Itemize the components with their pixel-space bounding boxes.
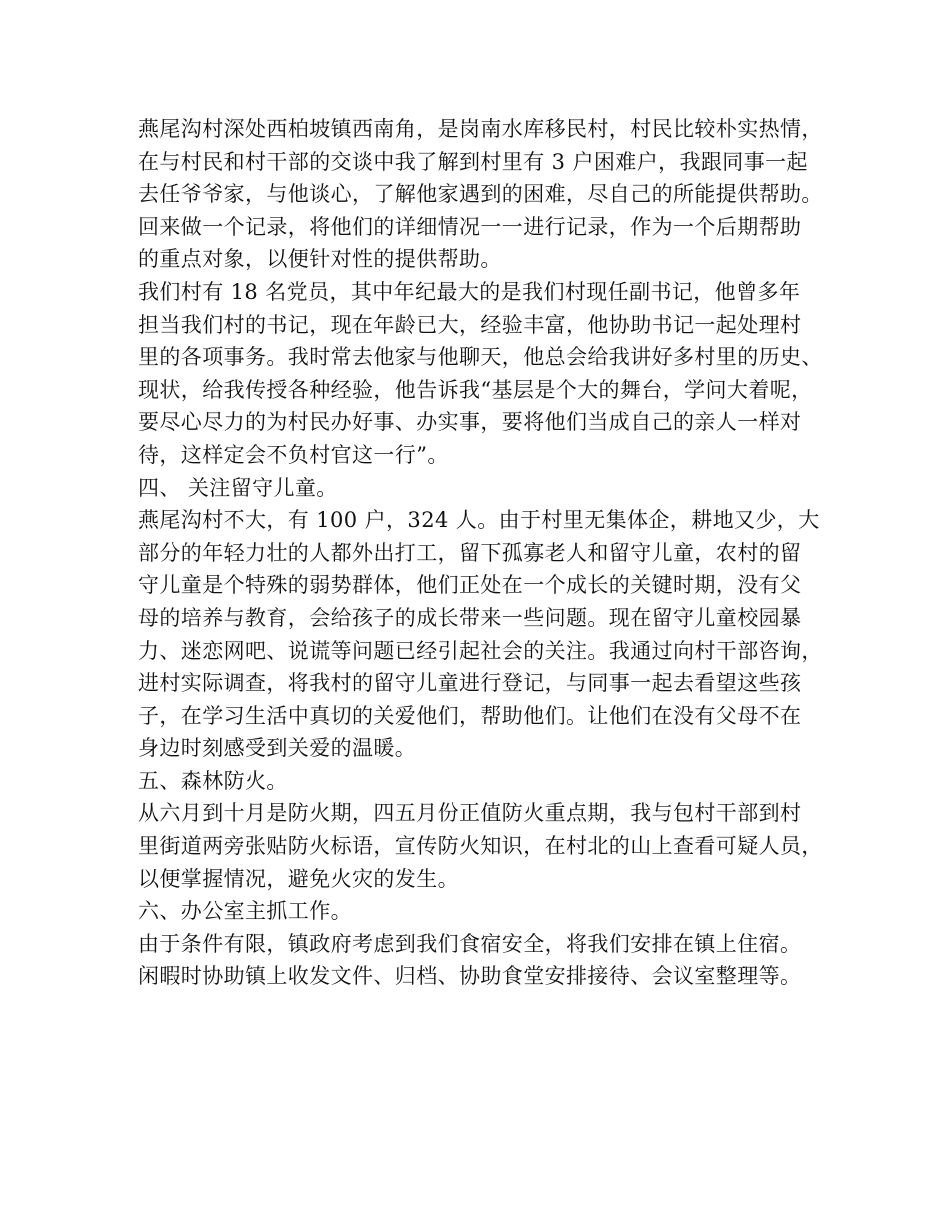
text-line: 里的各项事务。我时常去他家与他聊天，他总会给我讲好多村里的历史、 <box>138 345 823 370</box>
text-line: 的重点对象，以便针对性的提供帮助。 <box>138 247 502 272</box>
text-line: 守儿童是个特殊的弱势群体，他们正处在一个成长的关键时期，没有父 <box>138 573 802 598</box>
text-line: 以便掌握情况，避免火灾的发生。 <box>138 866 459 891</box>
text-line: 里街道两旁张贴防火标语，宣传防火知识，在村北的山上查看可疑人员， <box>138 834 823 859</box>
text-line: 进村实际调查，将我村的留守儿童进行登记，与同事一起去看望这些孩 <box>138 671 802 696</box>
text-line: 从六月到十月是防火期，四五月份正值防火重点期，我与包村干部到村 <box>138 801 802 826</box>
text-line: 燕尾沟村深处西柏坡镇西南角，是岗南水库移民村，村民比较朴实热情， <box>138 117 823 141</box>
section-heading: 五、森林防火。 <box>138 768 288 793</box>
text-line: 力、迷恋网吧、说谎等问题已经引起社会的关注。我通过向村干部咨询， <box>138 638 823 663</box>
text-line: 燕尾沟村不大，有 100 户，324 人。由于村里无集体企，耕地又少，大 <box>138 508 820 533</box>
text-line: 身边时刻感受到关爱的温暖。 <box>138 736 417 761</box>
text-line: 母的培养与教育，会给孩子的成长带来一些问题。现在留守儿童校园暴 <box>138 605 802 630</box>
section-heading: 四、 关注留守儿童。 <box>138 475 338 500</box>
document-body <box>138 113 828 993</box>
text-line: 担当我们村的书记，现在年龄已大，经验丰富，他协助书记一起处理村 <box>138 312 802 337</box>
text-line: 闲暇时协助镇上收发文件、归档、协助食堂安排接待、会议室整理等。 <box>138 964 802 989</box>
text-line: 我们村有 18 名党员，其中年纪最大的是我们村现任副书记，他曾多年 <box>138 279 801 304</box>
text-line: 由于条件有限，镇政府考虑到我们食宿安全，将我们安排在镇上住宿。 <box>138 931 802 956</box>
text-line: 部分的年轻力壮的人都外出打工，留下孤寡老人和留守儿童，农村的留 <box>138 540 802 565</box>
text-line: 在与村民和村干部的交谈中我了解到村里有 3 户困难户，我跟同事一起 <box>138 149 808 174</box>
text-line: 去任爷爷家，与他谈心，了解他家遇到的困难，尽自己的所能提供帮助。 <box>138 182 823 207</box>
text-line: 子，在学习生活中真切的关爱他们，帮助他们。让他们在没有父母不在 <box>138 703 802 728</box>
text-line: 回来做一个记录，将他们的详细情况一一进行记录，作为一个后期帮助 <box>138 214 802 239</box>
text-line: 要尽心尽力的为村民办好事、办实事，要将他们当成自己的亲人一样对 <box>138 410 802 435</box>
text-line: 待，这样定会不负村官这一行”。 <box>138 442 449 467</box>
text-line: 现状，给我传授各种经验，他告诉我“基层是个大的舞台，学问大着呢， <box>138 377 813 402</box>
section-heading: 六、办公室主抓工作。 <box>138 899 352 924</box>
